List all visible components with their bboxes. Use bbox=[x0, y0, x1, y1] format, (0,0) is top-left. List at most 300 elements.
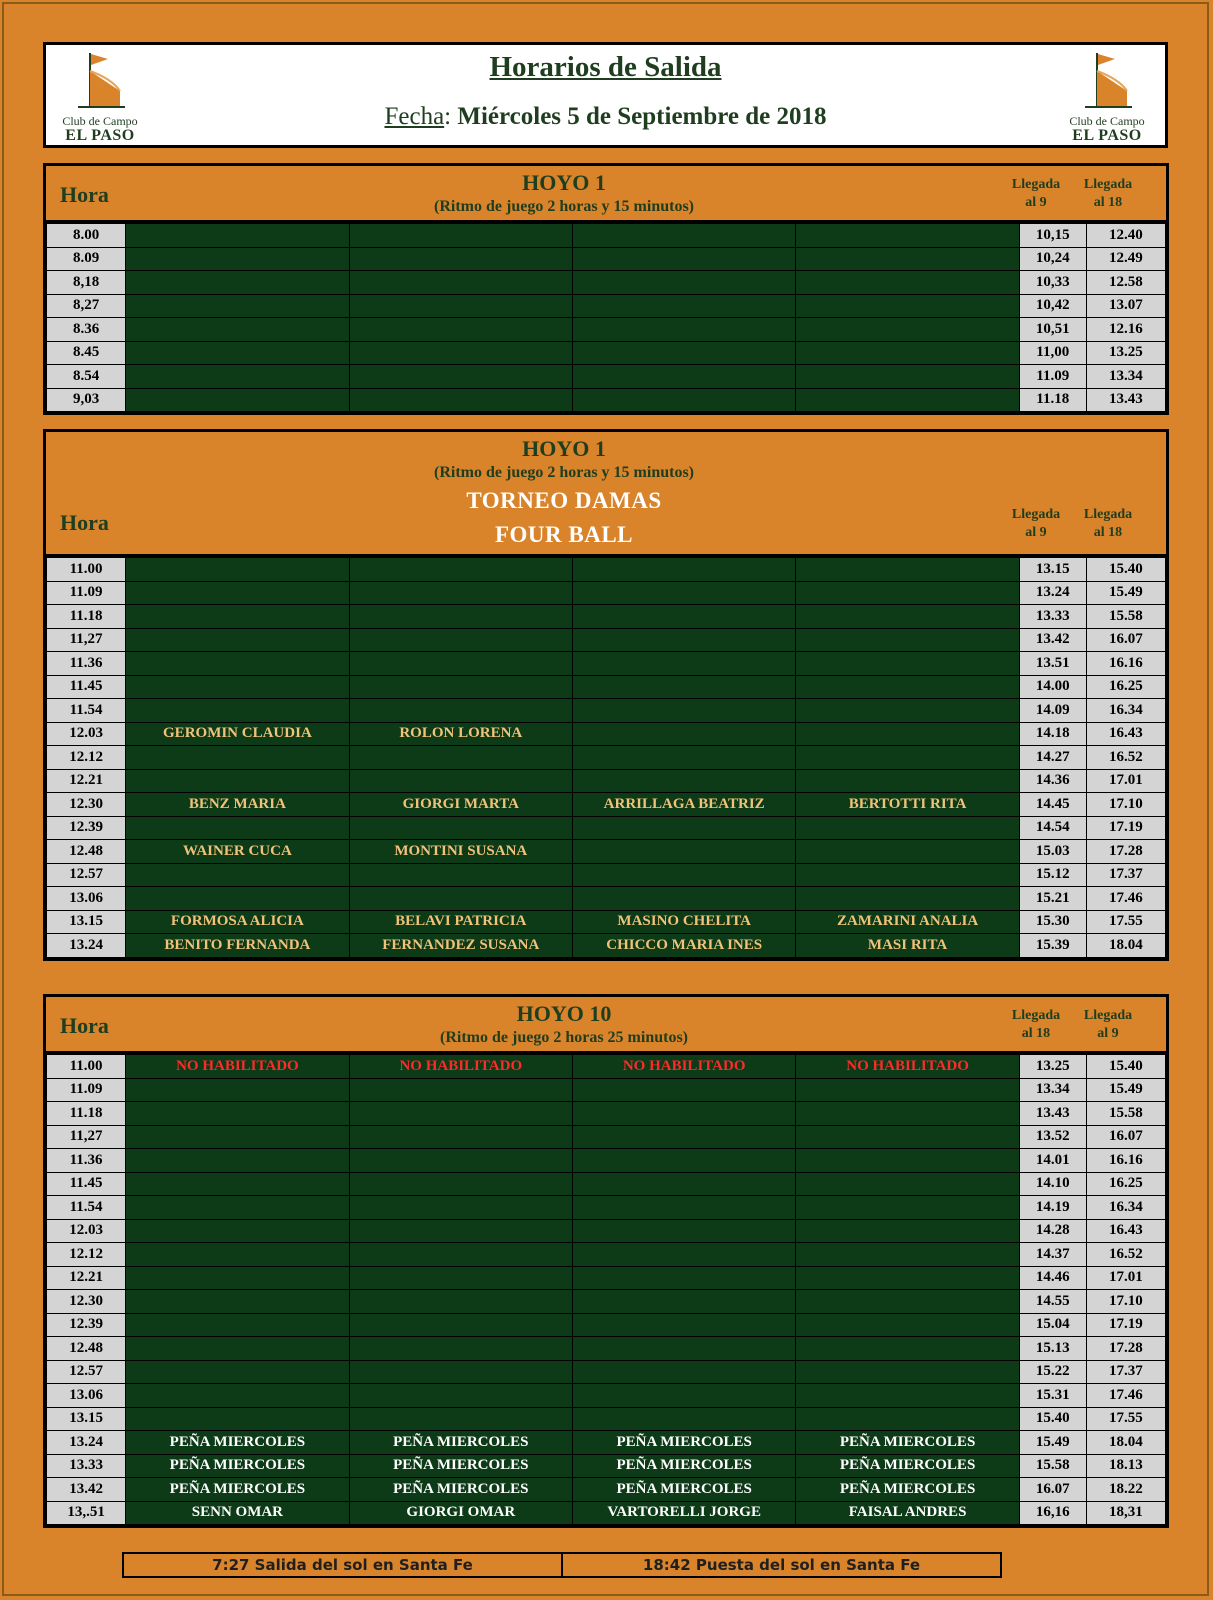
date-line bbox=[46, 103, 1165, 131]
tee-time-row bbox=[47, 1172, 1166, 1196]
player-slot-cell bbox=[126, 628, 349, 652]
arrival-time-a-cell: 10,42 bbox=[1019, 294, 1086, 318]
arrival-time-a-cell: 11.09 bbox=[1019, 365, 1086, 389]
arrival-time-b-cell: 18,31 bbox=[1086, 1501, 1165, 1525]
arrival-time-a-cell: 13.51 bbox=[1019, 652, 1086, 676]
arrival-time-b-cell: 15.58 bbox=[1086, 1102, 1165, 1126]
arrival-header-a-line1: Llegada bbox=[1011, 177, 1061, 192]
player-slot-cell bbox=[349, 294, 572, 318]
tee-time-cell: 11.18 bbox=[47, 605, 126, 629]
player-slot-cell bbox=[572, 1290, 795, 1314]
player-slot-cell bbox=[796, 581, 1019, 605]
player-slot-cell: PEÑA MIERCOLES bbox=[349, 1431, 572, 1455]
arrival-time-a-cell: 14.46 bbox=[1019, 1266, 1086, 1290]
arrival-time-b-cell: 17.19 bbox=[1086, 816, 1165, 840]
tee-time-row bbox=[47, 581, 1166, 605]
arrival-time-b-cell: 17.01 bbox=[1086, 769, 1165, 793]
player-slot-cell: PEÑA MIERCOLES bbox=[572, 1431, 795, 1455]
player-slot-cell bbox=[349, 887, 572, 911]
arrival-time-a-cell: 15.22 bbox=[1019, 1360, 1086, 1384]
player-slot-cell bbox=[126, 1313, 349, 1337]
tee-time-cell: 8.36 bbox=[47, 318, 126, 342]
arrival-time-a-cell: 10,24 bbox=[1019, 247, 1086, 271]
arrival-header-a-line2: al 18 bbox=[1021, 1026, 1051, 1041]
section-hoyo1-morning bbox=[43, 163, 1169, 415]
section-heading bbox=[123, 1001, 1005, 1049]
arrival-header-a-line1: Llegada bbox=[1011, 507, 1061, 522]
player-slot-cell bbox=[126, 675, 349, 699]
arrival-time-b-cell: 12.58 bbox=[1086, 271, 1165, 295]
player-slot-cell: MASINO CHELITA bbox=[572, 910, 795, 934]
player-slot-cell bbox=[126, 652, 349, 676]
arrival-time-b-cell: 16.16 bbox=[1086, 1149, 1165, 1173]
tee-time-cell: 13.24 bbox=[47, 1431, 126, 1455]
arrival-time-a-cell: 13.25 bbox=[1019, 1055, 1086, 1079]
arrival-time-b-cell: 17.28 bbox=[1086, 840, 1165, 864]
arrival-time-a-cell: 14.09 bbox=[1019, 699, 1086, 723]
player-slot-cell bbox=[796, 1102, 1019, 1126]
player-slot-cell bbox=[126, 1384, 349, 1408]
tee-time-row bbox=[47, 388, 1166, 412]
arrival-time-a-cell: 14.01 bbox=[1019, 1149, 1086, 1173]
player-slot-cell bbox=[126, 1219, 349, 1243]
arrival-time-a-cell: 13.34 bbox=[1019, 1078, 1086, 1102]
player-slot-cell bbox=[126, 699, 349, 723]
date-value: Miércoles 5 de Septiembre de 2018 bbox=[451, 103, 827, 130]
arrival-time-b-cell: 16.52 bbox=[1086, 1243, 1165, 1267]
tee-time-row bbox=[47, 1125, 1166, 1149]
section-heading bbox=[123, 436, 1005, 552]
arrival-time-a-cell: 15.30 bbox=[1019, 910, 1086, 934]
tee-time-cell: 11,27 bbox=[47, 1125, 126, 1149]
arrival-time-b-cell: 18.04 bbox=[1086, 1431, 1165, 1455]
arrival-time-b-cell: 13.43 bbox=[1086, 388, 1165, 412]
tee-time-cell: 13.15 bbox=[47, 1407, 126, 1431]
arrival-header-b-line2: al 18 bbox=[1093, 195, 1123, 210]
tee-time-row bbox=[47, 1478, 1166, 1502]
player-slot-cell bbox=[126, 605, 349, 629]
pace-subtitle: (Ritmo de juego 2 horas y 15 minutos) bbox=[434, 464, 694, 481]
section-heading bbox=[123, 170, 1005, 218]
tee-time-cell: 9,03 bbox=[47, 388, 126, 412]
page-header bbox=[43, 42, 1168, 148]
player-slot-cell bbox=[796, 1149, 1019, 1173]
tee-time-row bbox=[47, 628, 1166, 652]
player-slot-cell bbox=[796, 1172, 1019, 1196]
tee-time-row bbox=[47, 341, 1166, 365]
player-slot-cell bbox=[126, 816, 349, 840]
player-slot-cell: PEÑA MIERCOLES bbox=[572, 1478, 795, 1502]
player-slot-cell bbox=[572, 1360, 795, 1384]
tee-time-row bbox=[47, 1501, 1166, 1525]
tee-time-row bbox=[47, 675, 1166, 699]
player-slot-cell bbox=[796, 1196, 1019, 1220]
hole-title: HOYO 1 bbox=[522, 436, 606, 461]
player-slot-cell: FERNANDEZ SUSANA bbox=[349, 934, 572, 958]
tee-time-row bbox=[47, 318, 1166, 342]
arrival-time-a-cell: 14.00 bbox=[1019, 675, 1086, 699]
arrival-time-a-cell: 15.31 bbox=[1019, 1384, 1086, 1408]
player-slot-cell: ARRILLAGA BEATRIZ bbox=[572, 793, 795, 817]
tee-time-table bbox=[46, 557, 1166, 958]
player-slot-cell bbox=[796, 1384, 1019, 1408]
arrival-time-b-cell: 17.46 bbox=[1086, 887, 1165, 911]
player-slot-cell bbox=[572, 1172, 795, 1196]
arrival-header-b-line1: Llegada bbox=[1083, 1008, 1133, 1023]
arrival-time-b-cell: 12.40 bbox=[1086, 224, 1165, 248]
player-slot-cell bbox=[572, 1149, 795, 1173]
player-slot-cell bbox=[572, 318, 795, 342]
player-slot-cell bbox=[349, 1266, 572, 1290]
tee-time-row bbox=[47, 887, 1166, 911]
player-slot-cell bbox=[796, 247, 1019, 271]
tee-time-row bbox=[47, 1384, 1166, 1408]
tee-time-row bbox=[47, 934, 1166, 958]
player-slot-cell bbox=[349, 341, 572, 365]
tee-time-cell: 13.15 bbox=[47, 910, 126, 934]
player-slot-cell bbox=[126, 1172, 349, 1196]
player-slot-cell bbox=[572, 1196, 795, 1220]
player-slot-cell bbox=[572, 365, 795, 389]
player-slot-cell bbox=[572, 1078, 795, 1102]
player-slot-cell: NO HABILITADO bbox=[349, 1055, 572, 1079]
player-slot-cell: CHICCO MARIA INES bbox=[572, 934, 795, 958]
arrival-time-a-cell: 13.15 bbox=[1019, 558, 1086, 582]
arrival-time-a-cell: 14.54 bbox=[1019, 816, 1086, 840]
player-slot-cell bbox=[572, 1243, 795, 1267]
arrival-header-b bbox=[1073, 176, 1143, 212]
arrival-header-b-line1: Llegada bbox=[1083, 507, 1133, 522]
tee-time-row bbox=[47, 863, 1166, 887]
arrival-time-b-cell: 13.34 bbox=[1086, 365, 1165, 389]
player-slot-cell bbox=[572, 605, 795, 629]
player-slot-cell bbox=[349, 1219, 572, 1243]
player-slot-cell bbox=[349, 605, 572, 629]
tee-time-cell: 11.00 bbox=[47, 1055, 126, 1079]
player-slot-cell bbox=[126, 769, 349, 793]
arrival-time-a-cell: 14.10 bbox=[1019, 1172, 1086, 1196]
date-label: Fecha bbox=[384, 103, 445, 130]
club-logo-right bbox=[1061, 51, 1153, 144]
arrival-time-b-cell: 16.43 bbox=[1086, 722, 1165, 746]
player-slot-cell bbox=[796, 1360, 1019, 1384]
arrival-time-b-cell: 17.28 bbox=[1086, 1337, 1165, 1361]
player-slot-cell: PEÑA MIERCOLES bbox=[126, 1454, 349, 1478]
tee-time-cell: 8,27 bbox=[47, 294, 126, 318]
arrival-time-b-cell: 17.37 bbox=[1086, 863, 1165, 887]
player-slot-cell bbox=[126, 294, 349, 318]
player-slot-cell bbox=[572, 247, 795, 271]
tee-time-cell: 11.36 bbox=[47, 652, 126, 676]
player-slot-cell: PEÑA MIERCOLES bbox=[572, 1454, 795, 1478]
tee-time-cell: 12.03 bbox=[47, 722, 126, 746]
player-slot-cell bbox=[349, 1337, 572, 1361]
tee-time-row bbox=[47, 605, 1166, 629]
player-slot-cell bbox=[349, 365, 572, 389]
player-slot-cell bbox=[126, 887, 349, 911]
player-slot-cell bbox=[572, 1337, 795, 1361]
arrival-time-b-cell: 15.40 bbox=[1086, 558, 1165, 582]
arrival-time-a-cell: 10,15 bbox=[1019, 224, 1086, 248]
player-slot-cell: PEÑA MIERCOLES bbox=[349, 1454, 572, 1478]
player-slot-cell: BENZ MARIA bbox=[126, 793, 349, 817]
player-slot-cell bbox=[572, 746, 795, 770]
tee-time-row bbox=[47, 271, 1166, 295]
arrival-time-b-cell: 17.46 bbox=[1086, 1384, 1165, 1408]
player-slot-cell bbox=[572, 1219, 795, 1243]
arrival-time-a-cell: 13.43 bbox=[1019, 1102, 1086, 1126]
player-slot-cell bbox=[126, 365, 349, 389]
tee-time-row bbox=[47, 294, 1166, 318]
player-slot-cell bbox=[349, 816, 572, 840]
player-slot-cell bbox=[572, 1125, 795, 1149]
player-slot-cell: ZAMARINI ANALIA bbox=[796, 910, 1019, 934]
pace-subtitle: (Ritmo de juego 2 horas y 15 minutos) bbox=[434, 198, 694, 215]
arrival-time-a-cell: 16,16 bbox=[1019, 1501, 1086, 1525]
tee-time-row bbox=[47, 1055, 1166, 1079]
hora-label: Hora bbox=[60, 1013, 109, 1038]
player-slot-cell bbox=[572, 628, 795, 652]
tee-time-row bbox=[47, 1266, 1166, 1290]
arrival-time-a-cell: 10,33 bbox=[1019, 271, 1086, 295]
player-slot-cell bbox=[796, 722, 1019, 746]
player-slot-cell bbox=[126, 1243, 349, 1267]
tee-time-cell: 8.54 bbox=[47, 365, 126, 389]
player-slot-cell bbox=[349, 1102, 572, 1126]
arrival-time-a-cell: 16.07 bbox=[1019, 1478, 1086, 1502]
player-slot-cell bbox=[572, 341, 795, 365]
player-slot-cell: BELAVI PATRICIA bbox=[349, 910, 572, 934]
tee-time-cell: 13.24 bbox=[47, 934, 126, 958]
player-slot-cell bbox=[126, 581, 349, 605]
tee-time-cell: 13,.51 bbox=[47, 1501, 126, 1525]
tee-time-cell: 12.21 bbox=[47, 1266, 126, 1290]
tee-time-cell: 12.12 bbox=[47, 1243, 126, 1267]
player-slot-cell bbox=[572, 271, 795, 295]
arrival-time-a-cell: 15.12 bbox=[1019, 863, 1086, 887]
tee-time-cell: 12.48 bbox=[47, 840, 126, 864]
player-slot-cell bbox=[126, 388, 349, 412]
arrival-time-b-cell: 15.49 bbox=[1086, 1078, 1165, 1102]
player-slot-cell: NO HABILITADO bbox=[572, 1055, 795, 1079]
arrival-time-a-cell: 15.04 bbox=[1019, 1313, 1086, 1337]
tee-time-table bbox=[46, 1054, 1166, 1525]
arrival-time-b-cell: 15.58 bbox=[1086, 605, 1165, 629]
tee-time-cell: 13.42 bbox=[47, 1478, 126, 1502]
player-slot-cell bbox=[796, 1313, 1019, 1337]
tee-time-row bbox=[47, 1407, 1166, 1431]
player-slot-cell bbox=[126, 1102, 349, 1126]
arrival-time-b-cell: 16.07 bbox=[1086, 628, 1165, 652]
player-slot-cell: VARTORELLI JORGE bbox=[572, 1501, 795, 1525]
tee-time-row bbox=[47, 224, 1166, 248]
arrival-time-b-cell: 16.16 bbox=[1086, 652, 1165, 676]
player-slot-cell bbox=[349, 1290, 572, 1314]
tee-time-row bbox=[47, 652, 1166, 676]
player-slot-cell: NO HABILITADO bbox=[796, 1055, 1019, 1079]
arrival-time-a-cell: 14.45 bbox=[1019, 793, 1086, 817]
tee-time-row bbox=[47, 1078, 1166, 1102]
player-slot-cell bbox=[796, 699, 1019, 723]
player-slot-cell bbox=[349, 628, 572, 652]
tee-time-cell: 11.09 bbox=[47, 1078, 126, 1102]
player-slot-cell: PEÑA MIERCOLES bbox=[796, 1478, 1019, 1502]
player-slot-cell bbox=[349, 1384, 572, 1408]
tee-time-cell: 8.45 bbox=[47, 341, 126, 365]
arrival-time-a-cell: 15.40 bbox=[1019, 1407, 1086, 1431]
player-slot-cell: MONTINI SUSANA bbox=[349, 840, 572, 864]
player-slot-cell bbox=[572, 1266, 795, 1290]
tee-time-cell: 13.33 bbox=[47, 1454, 126, 1478]
player-slot-cell: PEÑA MIERCOLES bbox=[126, 1431, 349, 1455]
player-slot-cell bbox=[572, 581, 795, 605]
tee-time-cell: 11.18 bbox=[47, 1102, 126, 1126]
player-slot-cell bbox=[572, 224, 795, 248]
arrival-time-b-cell: 12.16 bbox=[1086, 318, 1165, 342]
arrival-time-b-cell: 16.07 bbox=[1086, 1125, 1165, 1149]
sunrise-text: 7:27 Salida del sol en Santa Fe bbox=[212, 1556, 473, 1574]
player-slot-cell bbox=[796, 318, 1019, 342]
player-slot-cell bbox=[796, 769, 1019, 793]
arrival-time-b-cell: 13.07 bbox=[1086, 294, 1165, 318]
player-slot-cell bbox=[796, 887, 1019, 911]
arrival-time-b-cell: 16.25 bbox=[1086, 675, 1165, 699]
player-slot-cell bbox=[796, 365, 1019, 389]
tee-time-row bbox=[47, 1360, 1166, 1384]
tee-time-cell: 11.36 bbox=[47, 1149, 126, 1173]
arrival-time-b-cell: 18.04 bbox=[1086, 934, 1165, 958]
tee-time-cell: 11.00 bbox=[47, 558, 126, 582]
section-header bbox=[46, 166, 1166, 223]
player-slot-cell bbox=[349, 224, 572, 248]
player-slot-cell bbox=[572, 388, 795, 412]
tee-time-cell: 13.06 bbox=[47, 1384, 126, 1408]
player-slot-cell bbox=[572, 1384, 795, 1408]
player-slot-cell bbox=[572, 558, 795, 582]
player-slot-cell bbox=[349, 1172, 572, 1196]
tee-time-row bbox=[47, 1149, 1166, 1173]
section-hoyo10 bbox=[43, 994, 1169, 1528]
tee-time-row bbox=[47, 365, 1166, 389]
arrival-header-b-line1: Llegada bbox=[1083, 177, 1133, 192]
player-slot-cell: FAISAL ANDRES bbox=[796, 1501, 1019, 1525]
player-slot-cell bbox=[349, 1243, 572, 1267]
player-slot-cell bbox=[349, 1196, 572, 1220]
player-slot-cell bbox=[126, 1360, 349, 1384]
arrival-header-b bbox=[1073, 506, 1143, 542]
player-slot-cell bbox=[126, 746, 349, 770]
player-slot-cell bbox=[572, 652, 795, 676]
tee-time-row bbox=[47, 1431, 1166, 1455]
tee-time-cell: 12.03 bbox=[47, 1219, 126, 1243]
player-slot-cell: BERTOTTI RITA bbox=[796, 793, 1019, 817]
player-slot-cell bbox=[126, 1149, 349, 1173]
player-slot-cell bbox=[126, 1266, 349, 1290]
arrival-time-b-cell: 18.13 bbox=[1086, 1454, 1165, 1478]
player-slot-cell bbox=[572, 675, 795, 699]
tee-time-row bbox=[47, 699, 1166, 723]
player-slot-cell bbox=[796, 1125, 1019, 1149]
arrival-time-b-cell: 16.34 bbox=[1086, 699, 1165, 723]
player-slot-cell bbox=[796, 863, 1019, 887]
player-slot-cell bbox=[572, 1313, 795, 1337]
arrival-time-a-cell: 14.55 bbox=[1019, 1290, 1086, 1314]
arrival-time-a-cell: 14.36 bbox=[1019, 769, 1086, 793]
player-slot-cell bbox=[572, 294, 795, 318]
player-slot-cell bbox=[349, 558, 572, 582]
player-slot-cell bbox=[572, 722, 795, 746]
date-separator: : bbox=[444, 103, 452, 130]
player-slot-cell: ROLON LORENA bbox=[349, 722, 572, 746]
player-slot-cell bbox=[796, 1337, 1019, 1361]
arrival-time-b-cell: 17.19 bbox=[1086, 1313, 1165, 1337]
player-slot-cell bbox=[796, 652, 1019, 676]
tee-time-row bbox=[47, 910, 1166, 934]
logo-text-line2: EL PASO bbox=[1072, 127, 1142, 144]
arrival-time-a-cell: 15.13 bbox=[1019, 1337, 1086, 1361]
player-slot-cell bbox=[349, 1360, 572, 1384]
player-slot-cell bbox=[572, 1102, 795, 1126]
player-slot-cell bbox=[126, 1407, 349, 1431]
arrival-time-a-cell: 15.49 bbox=[1019, 1431, 1086, 1455]
player-slot-cell: GIORGI MARTA bbox=[349, 793, 572, 817]
tee-time-cell: 11,27 bbox=[47, 628, 126, 652]
tee-time-cell: 12.39 bbox=[47, 1313, 126, 1337]
player-slot-cell bbox=[349, 318, 572, 342]
player-slot-cell: GEROMIN CLAUDIA bbox=[126, 722, 349, 746]
tee-time-row bbox=[47, 558, 1166, 582]
player-slot-cell bbox=[796, 746, 1019, 770]
tee-time-cell: 11.54 bbox=[47, 699, 126, 723]
player-slot-cell bbox=[349, 746, 572, 770]
arrival-time-b-cell: 15.49 bbox=[1086, 581, 1165, 605]
arrival-time-b-cell: 17.01 bbox=[1086, 1266, 1165, 1290]
player-slot-cell bbox=[126, 341, 349, 365]
player-slot-cell bbox=[796, 294, 1019, 318]
tee-time-cell: 11.54 bbox=[47, 1196, 126, 1220]
arrival-time-b-cell: 12.49 bbox=[1086, 247, 1165, 271]
arrival-time-b-cell: 16.43 bbox=[1086, 1219, 1165, 1243]
player-slot-cell bbox=[349, 247, 572, 271]
arrival-time-a-cell: 13.42 bbox=[1019, 628, 1086, 652]
player-slot-cell bbox=[126, 271, 349, 295]
tee-time-row bbox=[47, 1454, 1166, 1478]
player-slot-cell: FORMOSA ALICIA bbox=[126, 910, 349, 934]
arrival-time-a-cell: 15.21 bbox=[1019, 887, 1086, 911]
player-slot-cell bbox=[126, 1196, 349, 1220]
tee-time-cell: 8,18 bbox=[47, 271, 126, 295]
player-slot-cell: PEÑA MIERCOLES bbox=[796, 1454, 1019, 1478]
player-slot-cell bbox=[796, 628, 1019, 652]
player-slot-cell bbox=[796, 1219, 1019, 1243]
player-slot-cell bbox=[572, 840, 795, 864]
arrival-time-a-cell: 14.28 bbox=[1019, 1219, 1086, 1243]
arrival-time-b-cell: 17.55 bbox=[1086, 910, 1165, 934]
tee-time-cell: 12.57 bbox=[47, 863, 126, 887]
player-slot-cell bbox=[126, 247, 349, 271]
arrival-time-b-cell: 13.25 bbox=[1086, 341, 1165, 365]
arrival-header-a-line1: Llegada bbox=[1011, 1008, 1061, 1023]
player-slot-cell: PEÑA MIERCOLES bbox=[126, 1478, 349, 1502]
tee-time-row bbox=[47, 1219, 1166, 1243]
arrival-time-a-cell: 13.33 bbox=[1019, 605, 1086, 629]
logo-text-line1: Club de Campo bbox=[1069, 114, 1145, 128]
pace-subtitle: (Ritmo de juego 2 horas 25 minutos) bbox=[440, 1029, 688, 1046]
tee-time-row bbox=[47, 1290, 1166, 1314]
player-slot-cell bbox=[796, 1407, 1019, 1431]
player-slot-cell bbox=[349, 863, 572, 887]
tee-time-cell: 12.39 bbox=[47, 816, 126, 840]
